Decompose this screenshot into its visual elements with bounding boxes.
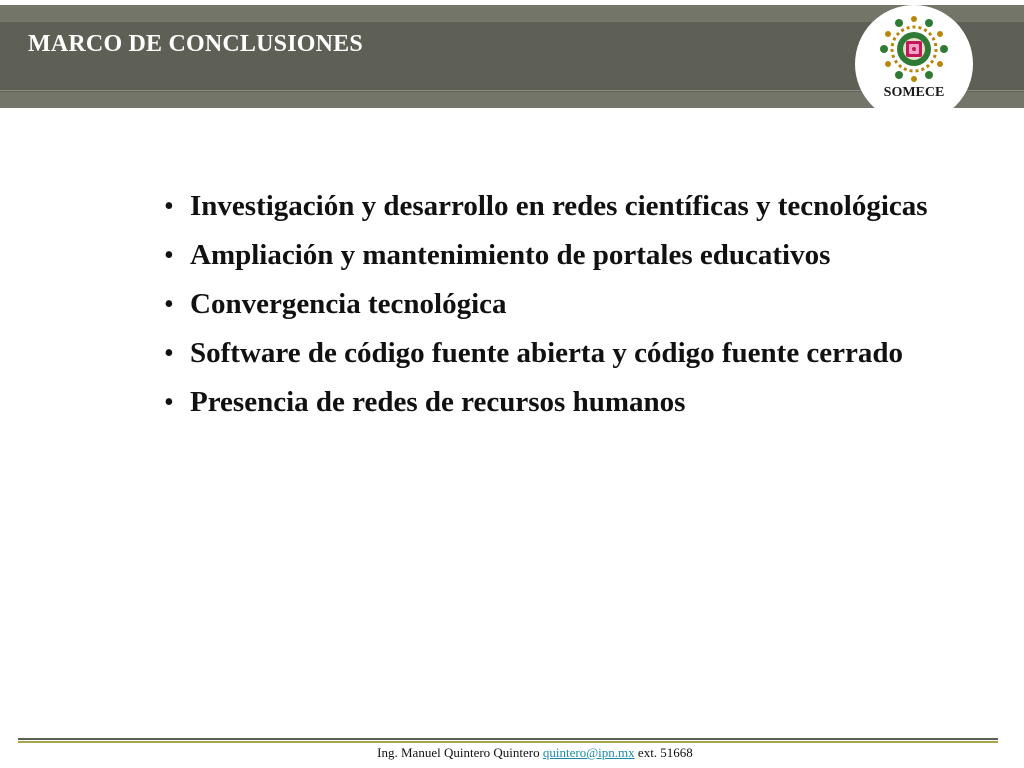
bullet-text: Convergencia tecnológica (190, 288, 507, 320)
somece-logo-icon (855, 5, 973, 123)
bullet-text: Ampliación y mantenimiento de portales educativos (190, 239, 831, 271)
footer-email-link[interactable]: quintero@ipn.mx (542, 745, 635, 760)
footer-divider-dark (18, 738, 998, 740)
bullet-item (164, 382, 964, 423)
bullet-item (164, 333, 964, 374)
footer-divider-olive (18, 741, 998, 743)
logo-text: SOMECE (883, 85, 945, 100)
bullet-marker: • (164, 289, 174, 320)
bullet-item (164, 235, 964, 276)
footer-author: Ing. Manuel Quintero Quintero (377, 745, 540, 760)
bullet-list (164, 186, 964, 431)
slide-title: MARCO DE CONCLUSIONES (28, 31, 363, 57)
bullet-marker: • (164, 240, 174, 271)
bullet-text: Presencia de redes de recursos humanos (190, 386, 686, 418)
footer-extension: ext. 51668 (637, 745, 693, 760)
bullet-item (164, 186, 964, 227)
bullet-text: Software de código fuente abierta y código fuente cerrado (190, 337, 904, 369)
bullet-marker: • (164, 338, 174, 369)
bullet-marker: • (164, 387, 174, 418)
bullet-marker: • (164, 191, 174, 222)
footer (0, 745, 1024, 761)
bullet-item (164, 284, 964, 325)
bullet-text: Investigación y desarrollo en redes científicas y tecnológicas (190, 190, 928, 222)
somece-logo (855, 5, 973, 123)
